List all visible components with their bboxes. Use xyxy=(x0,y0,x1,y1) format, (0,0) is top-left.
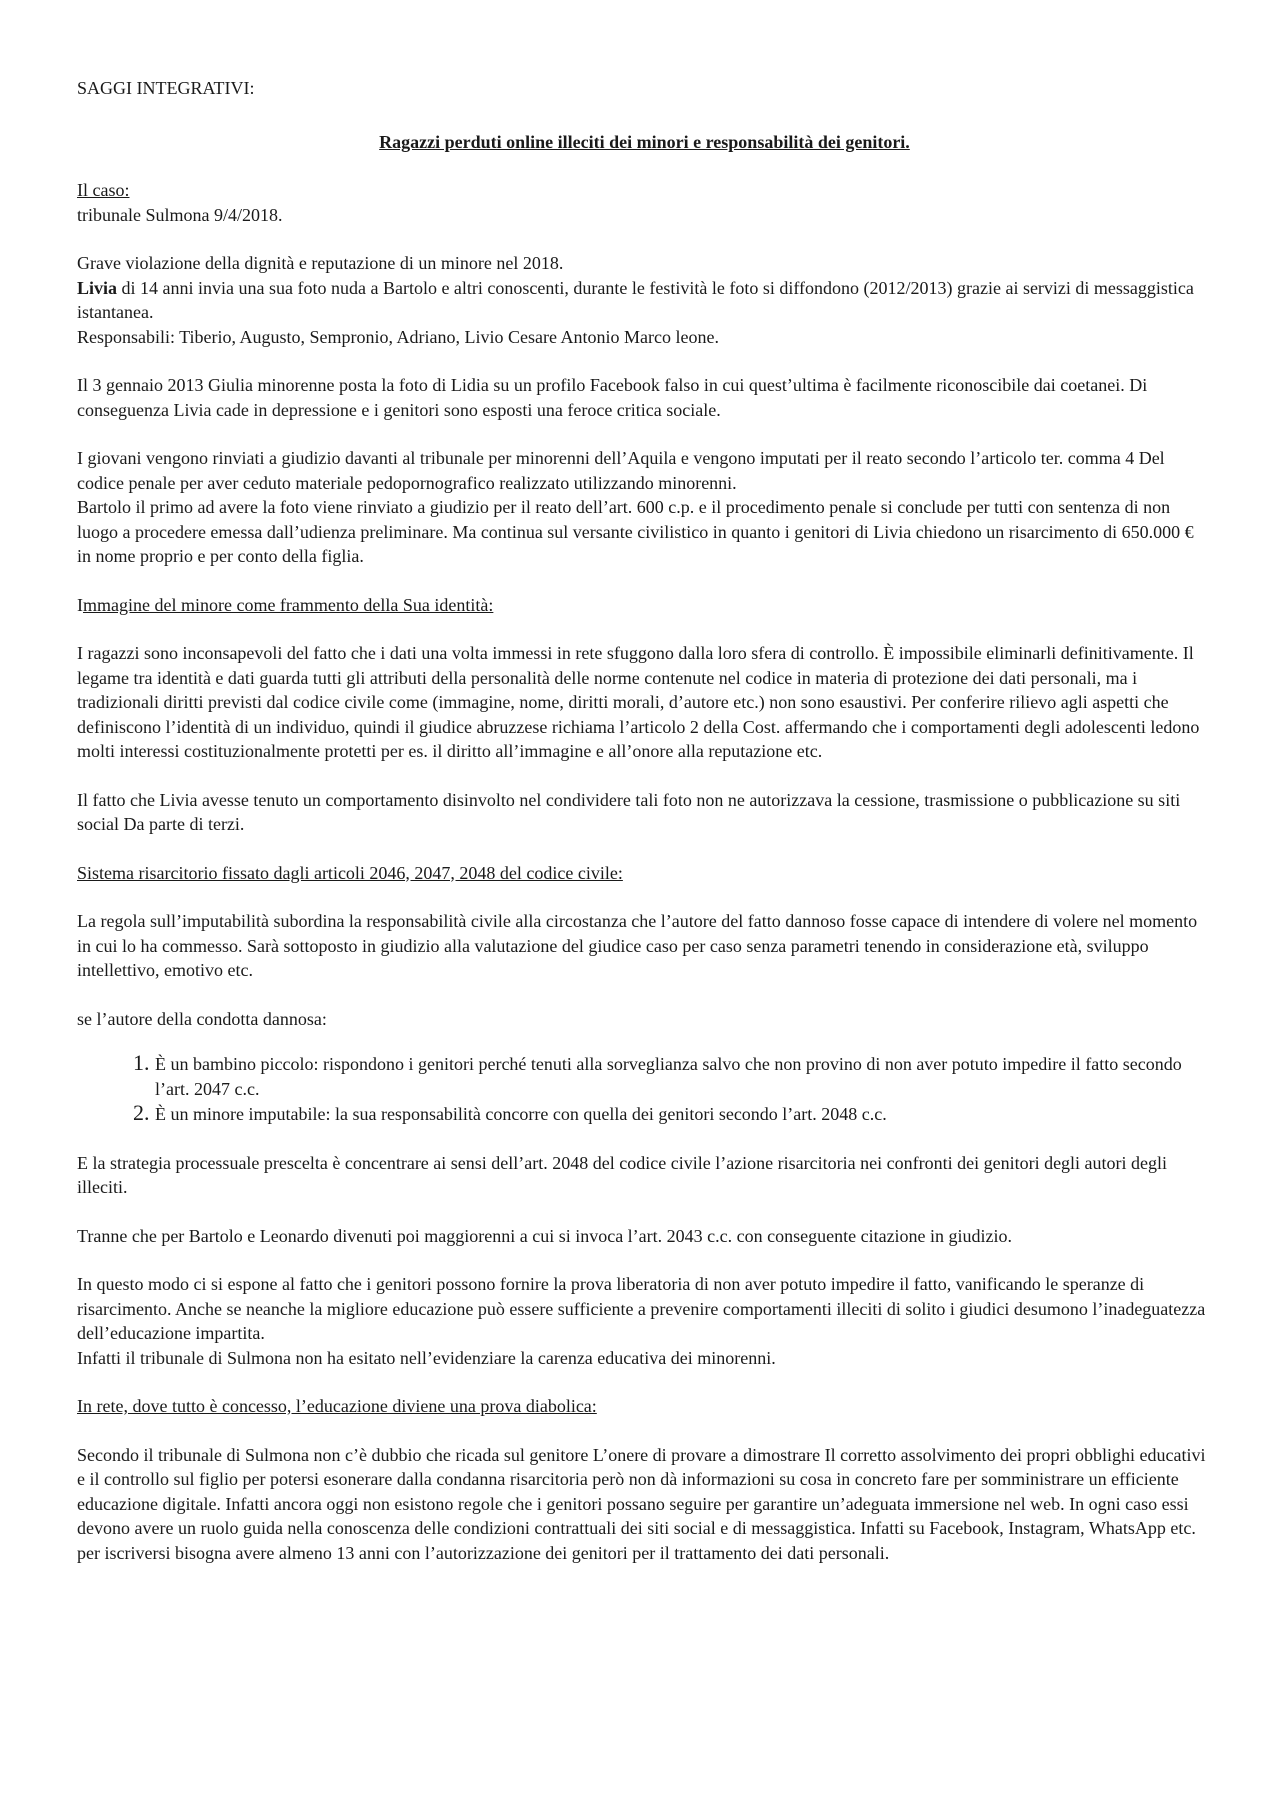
paragraph-liberating-proof: In questo modo ci si espone al fatto che i genitori possono fornire la prova liberatoria di non aver potuto impedire il fatto, vanificando le speranze di risarcimento. Anche se neanche la migliore educazione può essere sufficiente a prevenire comportamenti illeciti di solito i giudici desumono l’inadeguatezza dell’educazione impartita. xyxy=(77,1274,1206,1343)
paragraph-education: Secondo il tribunale di Sulmona non c’è dubbio che ricada sul genitore L’onere di provare a dimostrare Il corretto assolvimento dei propri obblighi educativi e il controllo sul figlio per potersi esonerare dalla condanna risarcitoria però non dà informazioni su cosa in concreto fare per somministrare un efficiente educazione digitale. Infatti ancora oggi non esistono regole che i genitori possano seguire per garantire un’adeguata immersione nel web. In ogni caso essi devono avere un ruolo guida nella conoscenza delle condizioni contrattuali dei siti social e di messaggistica. Infatti su Facebook, Instagram, WhatsApp etc. per iscriversi bisogna avere almeno 13 anni con l’autorizzazione dei genitori per il trattamento dei dati personali. xyxy=(77,1444,1206,1563)
section-heading-identity xyxy=(77,593,1212,618)
numbered-list xyxy=(77,1051,1212,1127)
paragraph-livia xyxy=(77,276,1212,325)
document-page xyxy=(77,76,1212,1565)
case-court: tribunale Sulmona 9/4/2018. xyxy=(77,204,283,225)
livia-name: Livia xyxy=(77,277,118,298)
paragraph-responsible: Responsabili: Tiberio, Augusto, Sempronio, Adriano, Livio Cesare Antonio Marco leone. xyxy=(77,326,719,347)
paragraph-author-intro: se l’autore della condotta dannosa: xyxy=(77,1008,327,1029)
paragraph-imputability: La regola sull’imputabilità subordina la responsabilità civile alla circostanza che l’autore del fatto dannoso fosse capace di intendere di volere nel momento in cui lo ha commesso. Sarà sottoposto in giudizio alla valutazione del giudice caso per caso senza parametri tenendo in considerazione età, sviluppo intellettivo, emotivo etc. xyxy=(77,911,1198,980)
paragraph-strategy: E la strategia processuale prescelta è concentrare ai sensi dell’art. 2048 del codice civile l’azione risarcitoria nei confronti dei genitori degli autori degli illeciti. xyxy=(77,1152,1168,1197)
paragraph-identity: I ragazzi sono inconsapevoli del fatto che i dati una volta immessi in rete sfuggono dalla loro sfera di controllo. È impossibile eliminarli definitivamente. Il legame tra identità e dati guarda tutti gli attributi della personalità delle norme contenute nel codice in materia di protezione dei dati personali, ma i tradizionali diritti previsti dal codice civile come (immagine, nome, diritti morali, d’autore etc.) non sono esaustivi. Per conferire rilievo agli aspetti che definiscono l’identità di un individuo, quindi il giudice abruzzese richiama l’articolo 2 della Cost. affermando che i comportamenti degli adolescenti ledono molti interessi costituzionalmente protetti per es. il diritto all’immagine e all’onore alla reputazione etc. xyxy=(77,643,1200,761)
section-heading-education: In rete, dove tutto è concesso, l’educazione diviene una prova diabolica: xyxy=(77,1396,597,1416)
list-item: 1. È un bambino piccolo: rispondono i genitori perché tenuti alla sorveglianza salvo che non provino di non aver potuto impedire il fatto secondo l’art. 2047 c.c. xyxy=(155,1051,1212,1101)
section-heading-identity-initial: I xyxy=(77,594,83,615)
section-heading-identity-text: mmagine del minore come frammento della Sua identità: xyxy=(83,594,494,615)
paragraph-violation: Grave violazione della dignità e reputazione di un minore nel 2018. xyxy=(77,253,564,273)
document-title: Ragazzi perduti online illeciti dei minori e responsabilità dei genitori. xyxy=(379,131,910,152)
paragraph-giulia: Il 3 gennaio 2013 Giulia minorenne posta la foto di Lidia su un profilo Facebook falso in cui quest’ultima è facilmente riconoscibile dai coetanei. Di conseguenza Livia cade in depressione e i genitori sono esposti una feroce critica sociale. xyxy=(77,375,1148,420)
list-item: 2. È un minore imputabile: la sua responsabilità concorre con quella dei genitori secondo l’art. 2048 c.c. xyxy=(155,1101,1212,1127)
livia-text: di 14 anni invia una sua foto nuda a Bartolo e altri conoscenti, durante le festività le foto si diffondono (2012/2013) grazie ai servizi di messaggistica istantanea. xyxy=(77,277,1194,322)
section-heading-compensation: Sistema risarcitorio fissato dagli articoli 2046, 2047, 2048 del codice civile: xyxy=(77,862,623,883)
paragraph-bartolo: Bartolo il primo ad avere la foto viene rinviato a giudizio per il reato dell’art. 600 c.p. e il procedimento penale si conclude per tutti con sentenza di non luogo a procedere emessa dall’udienza preliminare. Ma continua sul versante civilistico in quanto i genitori di Livia chiedono un risarcimento di 650.000 € in nome proprio e per conto della figlia. xyxy=(77,497,1194,566)
paragraph-sulmona: Infatti il tribunale di Sulmona non ha esitato nell’evidenziare la carenza educativa dei minorenni. xyxy=(77,1347,776,1368)
case-label xyxy=(77,178,1212,203)
paragraph-exception: Tranne che per Bartolo e Leonardo divenuti poi maggiorenni a cui si invoca l’art. 2043 c.c. con conseguente citazione in giudizio. xyxy=(77,1225,1013,1246)
paragraph-trial: I giovani vengono rinviati a giudizio davanti al tribunale per minorenni dell’Aquila e vengono imputati per il reato secondo l’articolo ter. comma 4 Del codice penale per aver ceduto materiale pedopornografico realizzato utilizzando minorenni. xyxy=(77,448,1165,493)
case-label-text: Il caso: xyxy=(77,180,130,200)
document-heading: SAGGI INTEGRATIVI: xyxy=(77,78,255,98)
paragraph-behavior: Il fatto che Livia avesse tenuto un comportamento disinvolto nel condividere tali foto non ne autorizzava la cessione, trasmissione o pubblicazione su siti social Da parte di terzi. xyxy=(77,789,1181,834)
